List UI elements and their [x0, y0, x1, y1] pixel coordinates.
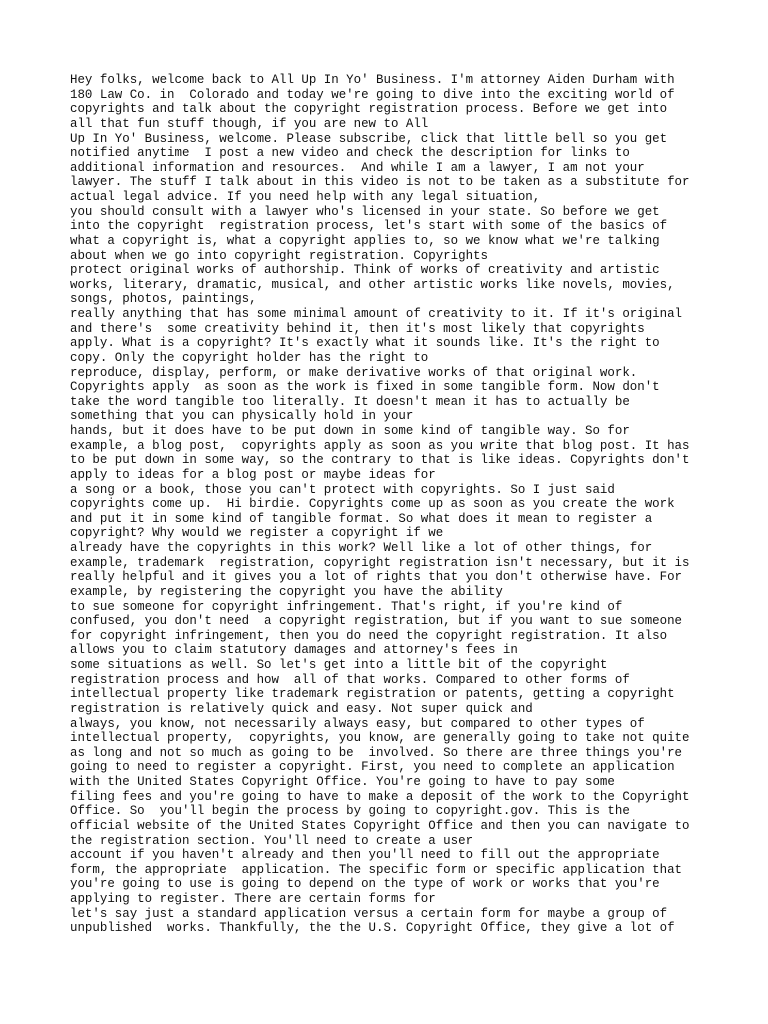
- transcript-line: account if you haven't already and then you'll need to fill out the appropriate: [70, 848, 660, 863]
- transcript-text: [70, 73, 768, 936]
- transcript-line: always, you know, not necessarily always easy, but compared to other types of: [70, 716, 645, 731]
- transcript-line: example, a blog post, copyrights apply as soon as you write that blog post. It has: [70, 438, 690, 453]
- transcript-line: copyrights and talk about the copyright registration process. Before we get into: [70, 102, 668, 117]
- transcript-line: 180 Law Co. in Colorado and today we're going to dive into the exciting world of: [70, 87, 675, 102]
- transcript-line: copy. Only the copyright holder has the right to: [70, 350, 429, 365]
- transcript-line: confused, you don't need a copyright registration, but if you want to sue someone: [70, 614, 683, 629]
- transcript-line: about when we go into copyright registration. Copyrights: [70, 248, 488, 263]
- transcript-line: apply to ideas for a blog post or maybe ideas for: [70, 467, 436, 482]
- transcript-line: take the word tangible too literally. It doesn't mean it has to actually be: [70, 394, 630, 409]
- transcript-line: example, by registering the copyright you have the ability: [70, 584, 503, 599]
- transcript-line: works, literary, dramatic, musical, and other artistic works like novels, movies,: [70, 277, 675, 292]
- transcript-line: really anything that has some minimal amount of creativity to it. If it's original: [70, 307, 683, 321]
- transcript-line: reproduce, display, perform, or make derivative works of that original work.: [70, 365, 638, 380]
- transcript-line: official website of the United States Copyright Office and then you can navigate to: [70, 818, 690, 833]
- transcript-line: intellectual property like trademark registration or patents, getting a copyright: [70, 687, 675, 702]
- transcript-line: protect original works of authorship. Think of works of creativity and artistic: [70, 263, 660, 278]
- transcript-line: lawyer. The stuff I talk about in this video is not to be taken as a substitute for: [70, 175, 690, 190]
- transcript-line: for copyright infringement, then you do need the copyright registration. It also: [70, 628, 668, 643]
- transcript-line: Hey folks, welcome back to All Up In Yo' Business. I'm attorney Aiden Durham with: [70, 73, 675, 87]
- transcript-line: example, trademark registration, copyright registration isn't necessary, but it is: [70, 555, 690, 570]
- transcript-line: form, the appropriate application. The specific form or specific application that: [70, 862, 683, 877]
- transcript-line: registration process and how all of that works. Compared to other forms of: [70, 672, 630, 687]
- transcript-line: songs, photos, paintings,: [70, 292, 257, 307]
- transcript-line: and there's some creativity behind it, then it's most likely that copyrights: [70, 321, 645, 336]
- transcript-line: registration is relatively quick and easy. Not super quick and: [70, 701, 533, 716]
- transcript-line: into the copyright registration process, let's start with some of the basics of: [70, 219, 668, 234]
- transcript-line: as long and not so much as going to be involved. So there are three things you're: [70, 745, 683, 760]
- transcript-line: let's say just a standard application versus a certain form for maybe a group of: [70, 906, 668, 921]
- transcript-line: additional information and resources. And while I am a lawyer, I am not your: [70, 160, 645, 175]
- transcript-line: some situations as well. So let's get into a little bit of the copyright: [70, 658, 608, 672]
- transcript-line: applying to register. There are certain forms for: [70, 892, 436, 906]
- transcript-line: filing fees and you're going to have to make a deposit of the work to the Copyright: [70, 789, 690, 804]
- transcript-line: something that you can physically hold in your: [70, 409, 414, 424]
- transcript-line: all that fun stuff though, if you are new to All: [70, 116, 429, 131]
- transcript-line: with the United States Copyright Office. You're going to have to pay some: [70, 775, 615, 789]
- transcript-line: and put it in some kind of tangible format. So what does it mean to register a: [70, 511, 653, 526]
- transcript-line: Office. So you'll begin the process by going to copyright.gov. This is the: [70, 804, 630, 819]
- transcript-line: you should consult with a lawyer who's licensed in your state. So before we get: [70, 204, 660, 219]
- transcript-line: a song or a book, those you can't protect with copyrights. So I just said: [70, 482, 615, 497]
- transcript-line: notified anytime I post a new video and check the description for links to: [70, 146, 630, 161]
- transcript-line: copyright? Why would we register a copyright if we: [70, 526, 444, 541]
- transcript-line: to be put down in some way, so the contrary to that is like ideas. Copyrights don't: [70, 453, 690, 468]
- transcript-line: Copyrights apply as soon as the work is fixed in some tangible form. Now don't: [70, 380, 660, 395]
- transcript-line: unpublished works. Thankfully, the the U.S. Copyright Office, they give a lot of: [70, 921, 675, 936]
- transcript-line: actual legal advice. If you need help with any legal situation,: [70, 190, 541, 204]
- transcript-line: you're going to use is going to depend on the type of work or works that you're: [70, 877, 660, 892]
- transcript-line: allows you to claim statutory damages and attorney's fees in: [70, 643, 518, 658]
- transcript-line: what a copyright is, what a copyright applies to, so we know what we're talking: [70, 233, 660, 248]
- transcript-line: the registration section. You'll need to create a user: [70, 833, 474, 848]
- transcript-line: intellectual property, copyrights, you know, are generally going to take not quite: [70, 731, 690, 746]
- transcript-line: apply. What is a copyright? It's exactly what it sounds like. It's the right to: [70, 336, 660, 351]
- transcript-line: copyrights come up. Hi birdie. Copyrights come up as soon as you create the work: [70, 497, 675, 512]
- transcript-line: really helpful and it gives you a lot of rights that you don't otherwise have. For: [70, 570, 683, 585]
- transcript-line: hands, but it does have to be put down in some kind of tangible way. So for: [70, 424, 630, 438]
- transcript-line: already have the copyrights in this work? Well like a lot of other things, for: [70, 541, 653, 555]
- transcript-line: going to need to register a copyright. First, you need to complete an application: [70, 760, 675, 775]
- transcript-line: Up In Yo' Business, welcome. Please subscribe, click that little bell so you get: [70, 131, 668, 146]
- transcript-line: to sue someone for copyright infringement. That's right, if you're kind of: [70, 599, 623, 614]
